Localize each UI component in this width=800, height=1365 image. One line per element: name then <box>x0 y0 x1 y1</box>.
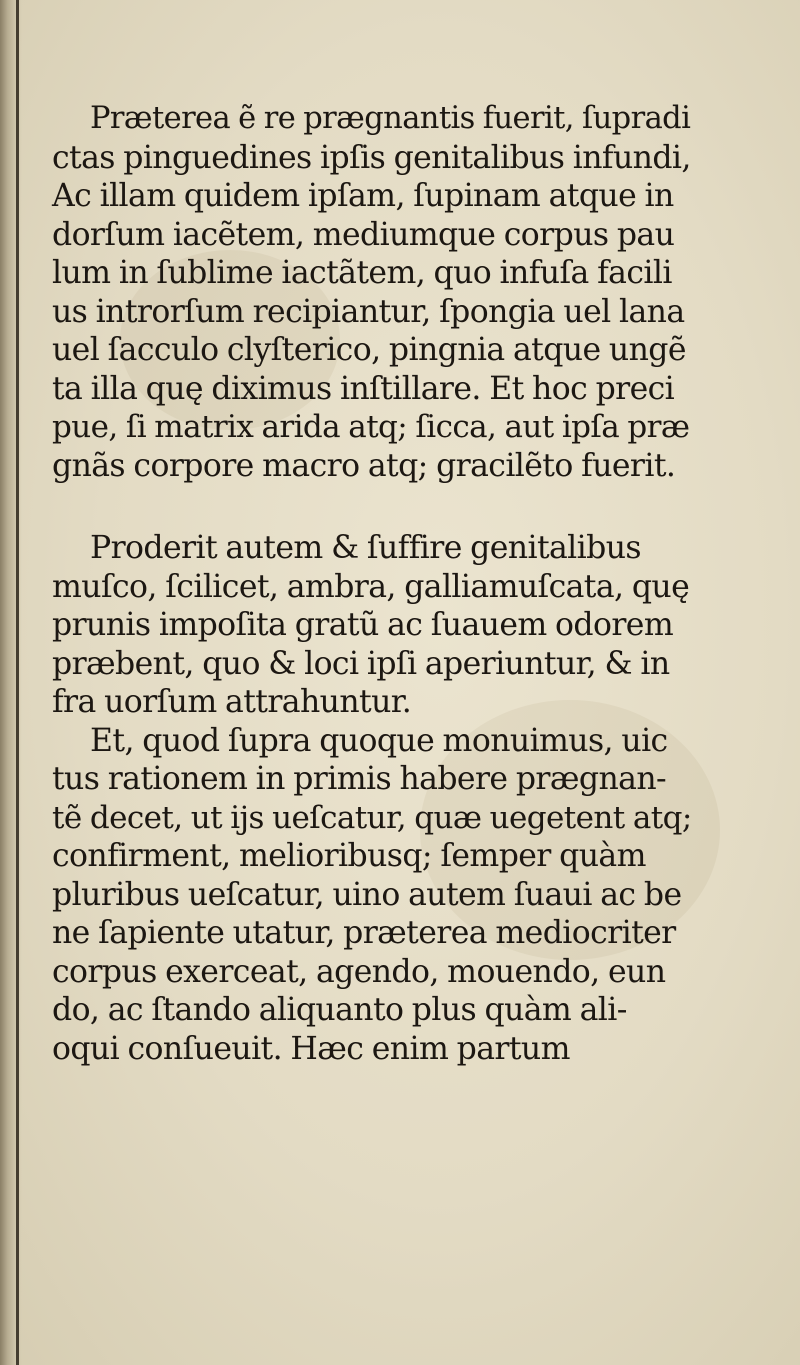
body-text <box>52 100 692 1068</box>
text-line: corpus exerceat, agendo, mouendo, eun <box>52 953 666 990</box>
text-line: pue, ſi matrix arida atq; ſicca, aut ipſa præ <box>52 409 690 445</box>
text-line: Proderit autem & ſuffire genitalibus <box>90 530 641 566</box>
text-line: ta illa quę diximus inſtillare. Et hoc preci <box>52 370 675 407</box>
text-line: gnãs corpore macro atq; gracilẽto fuerit. <box>52 447 676 484</box>
text-line: uel ſacculo clyſterico, pingnia atque ungẽ <box>52 332 686 368</box>
text-line: præbent, quo & loci ipſi aperiuntur, & in <box>52 645 670 682</box>
text-line: confirment, melioribusq; ſemper quàm <box>52 838 646 874</box>
text-line: Præterea ẽ re prægnantis fuerit, ſupradi <box>90 101 691 136</box>
text-line: prunis impoſita gratũ ac ſuauem odorem <box>52 607 674 643</box>
gutter-line <box>16 0 19 1365</box>
text-line: Ac illam quidem ipſam, ſupinam atque in <box>52 178 674 214</box>
text-line: oqui conſueuit. Hæc enim partum <box>52 1030 570 1067</box>
text-line: tẽ decet, ut ijs ueſcatur, quæ uegetent atq; <box>52 799 692 836</box>
text-line: dorſum iacẽtem, mediumque corpus pau <box>52 216 675 253</box>
text-line: fra uorſum attrahuntur. <box>52 684 412 720</box>
text-line: ctas pinguedines ipſis genitalibus infundi, <box>52 139 691 176</box>
text-line: ne ſapiente utatur, præterea mediocriter <box>52 915 676 951</box>
text-line: tus rationem in primis habere prægnan- <box>52 761 667 797</box>
text-line: Et, quod ſupra quoque monuimus, uic <box>90 722 668 759</box>
paragraph-gap <box>52 485 692 529</box>
text-line: lum in ſublime iactãtem, quo infuſa facili <box>52 255 672 291</box>
text-line: do, ac ſtando aliquanto plus quàm ali- <box>52 992 627 1028</box>
text-line: us introrſum recipiantur, ſpongia uel lana <box>52 293 685 330</box>
paragraph-3 <box>52 722 692 1069</box>
text-line: pluribus ueſcatur, uino autem ſuaui ac be <box>52 876 682 913</box>
paragraph-1 <box>52 100 692 485</box>
text-line: muſco, ſcilicet, ambra, galliamuſcata, quę <box>52 568 690 605</box>
paragraph-2 <box>52 529 692 722</box>
